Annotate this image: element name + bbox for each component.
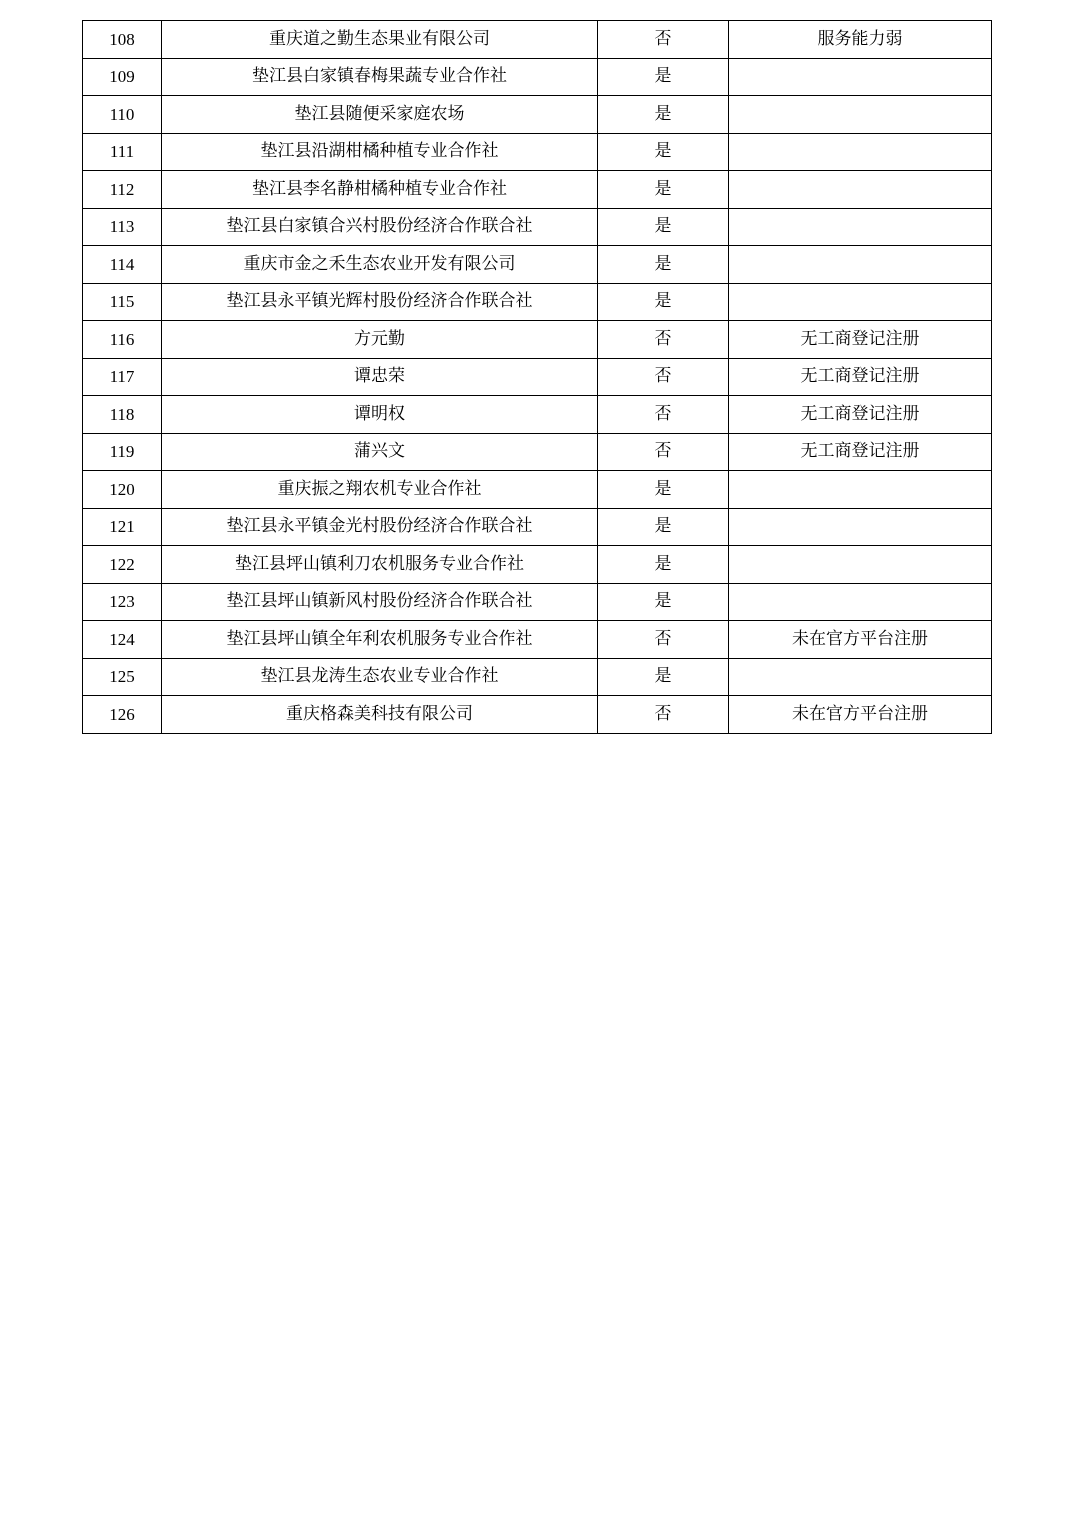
status-cell: 是	[598, 96, 729, 134]
table-row	[83, 58, 992, 96]
entity-name-cell: 垫江县坪山镇利刀农机服务专业合作社	[162, 546, 598, 584]
status-cell: 否	[598, 696, 729, 734]
note-cell	[729, 546, 992, 584]
table-row	[83, 471, 992, 509]
status-cell: 否	[598, 358, 729, 396]
table-row	[83, 21, 992, 59]
table-row	[83, 133, 992, 171]
status-cell: 是	[598, 546, 729, 584]
status-cell: 否	[598, 21, 729, 59]
status-cell: 否	[598, 621, 729, 659]
note-cell	[729, 508, 992, 546]
note-cell	[729, 171, 992, 209]
status-cell: 是	[598, 58, 729, 96]
note-cell	[729, 283, 992, 321]
entity-list-table	[82, 20, 992, 734]
note-cell: 未在官方平台注册	[729, 696, 992, 734]
status-cell: 是	[598, 283, 729, 321]
row-number-cell: 116	[83, 321, 162, 359]
table-body	[83, 21, 992, 734]
entity-name-cell: 垫江县白家镇春梅果蔬专业合作社	[162, 58, 598, 96]
entity-name-cell: 重庆格森美科技有限公司	[162, 696, 598, 734]
row-number-cell: 117	[83, 358, 162, 396]
row-number-cell: 126	[83, 696, 162, 734]
note-cell	[729, 96, 992, 134]
table-row	[83, 621, 992, 659]
table-row	[83, 321, 992, 359]
row-number-cell: 111	[83, 133, 162, 171]
note-cell	[729, 471, 992, 509]
status-cell: 是	[598, 658, 729, 696]
note-cell: 无工商登记注册	[729, 433, 992, 471]
table-row	[83, 283, 992, 321]
entity-name-cell: 垫江县坪山镇新风村股份经济合作联合社	[162, 583, 598, 621]
entity-name-cell: 方元勤	[162, 321, 598, 359]
row-number-cell: 120	[83, 471, 162, 509]
entity-name-cell: 谭忠荣	[162, 358, 598, 396]
table-row	[83, 396, 992, 434]
note-cell: 未在官方平台注册	[729, 621, 992, 659]
note-cell: 服务能力弱	[729, 21, 992, 59]
row-number-cell: 113	[83, 208, 162, 246]
entity-name-cell: 垫江县李名静柑橘种植专业合作社	[162, 171, 598, 209]
entity-name-cell: 垫江县沿湖柑橘种植专业合作社	[162, 133, 598, 171]
table-row	[83, 208, 992, 246]
row-number-cell: 112	[83, 171, 162, 209]
status-cell: 是	[598, 208, 729, 246]
entity-name-cell: 垫江县龙涛生态农业专业合作社	[162, 658, 598, 696]
status-cell: 否	[598, 396, 729, 434]
entity-name-cell: 谭明权	[162, 396, 598, 434]
status-cell: 是	[598, 133, 729, 171]
entity-name-cell: 垫江县永平镇金光村股份经济合作联合社	[162, 508, 598, 546]
status-cell: 否	[598, 321, 729, 359]
entity-name-cell: 垫江县坪山镇全年利农机服务专业合作社	[162, 621, 598, 659]
row-number-cell: 110	[83, 96, 162, 134]
row-number-cell: 121	[83, 508, 162, 546]
row-number-cell: 125	[83, 658, 162, 696]
row-number-cell: 114	[83, 246, 162, 284]
note-cell	[729, 208, 992, 246]
entity-name-cell: 垫江县永平镇光辉村股份经济合作联合社	[162, 283, 598, 321]
status-cell: 是	[598, 471, 729, 509]
status-cell: 是	[598, 246, 729, 284]
row-number-cell: 118	[83, 396, 162, 434]
entity-name-cell: 垫江县随便采家庭农场	[162, 96, 598, 134]
entity-name-cell: 重庆振之翔农机专业合作社	[162, 471, 598, 509]
note-cell: 无工商登记注册	[729, 358, 992, 396]
table-row	[83, 171, 992, 209]
note-cell	[729, 658, 992, 696]
status-cell: 是	[598, 508, 729, 546]
table-row	[83, 96, 992, 134]
entity-name-cell: 垫江县白家镇合兴村股份经济合作联合社	[162, 208, 598, 246]
row-number-cell: 119	[83, 433, 162, 471]
note-cell	[729, 583, 992, 621]
entity-name-cell: 重庆道之勤生态果业有限公司	[162, 21, 598, 59]
table-row	[83, 658, 992, 696]
status-cell: 否	[598, 433, 729, 471]
note-cell: 无工商登记注册	[729, 321, 992, 359]
row-number-cell: 124	[83, 621, 162, 659]
row-number-cell: 123	[83, 583, 162, 621]
entity-name-cell: 蒲兴文	[162, 433, 598, 471]
table-row	[83, 433, 992, 471]
table-row	[83, 546, 992, 584]
table-row	[83, 583, 992, 621]
row-number-cell: 108	[83, 21, 162, 59]
status-cell: 是	[598, 171, 729, 209]
row-number-cell: 109	[83, 58, 162, 96]
table-row	[83, 246, 992, 284]
row-number-cell: 122	[83, 546, 162, 584]
note-cell	[729, 58, 992, 96]
note-cell: 无工商登记注册	[729, 396, 992, 434]
row-number-cell: 115	[83, 283, 162, 321]
note-cell	[729, 246, 992, 284]
note-cell	[729, 133, 992, 171]
status-cell: 是	[598, 583, 729, 621]
table-row	[83, 358, 992, 396]
table-row	[83, 696, 992, 734]
entity-name-cell: 重庆市金之禾生态农业开发有限公司	[162, 246, 598, 284]
table-row	[83, 508, 992, 546]
